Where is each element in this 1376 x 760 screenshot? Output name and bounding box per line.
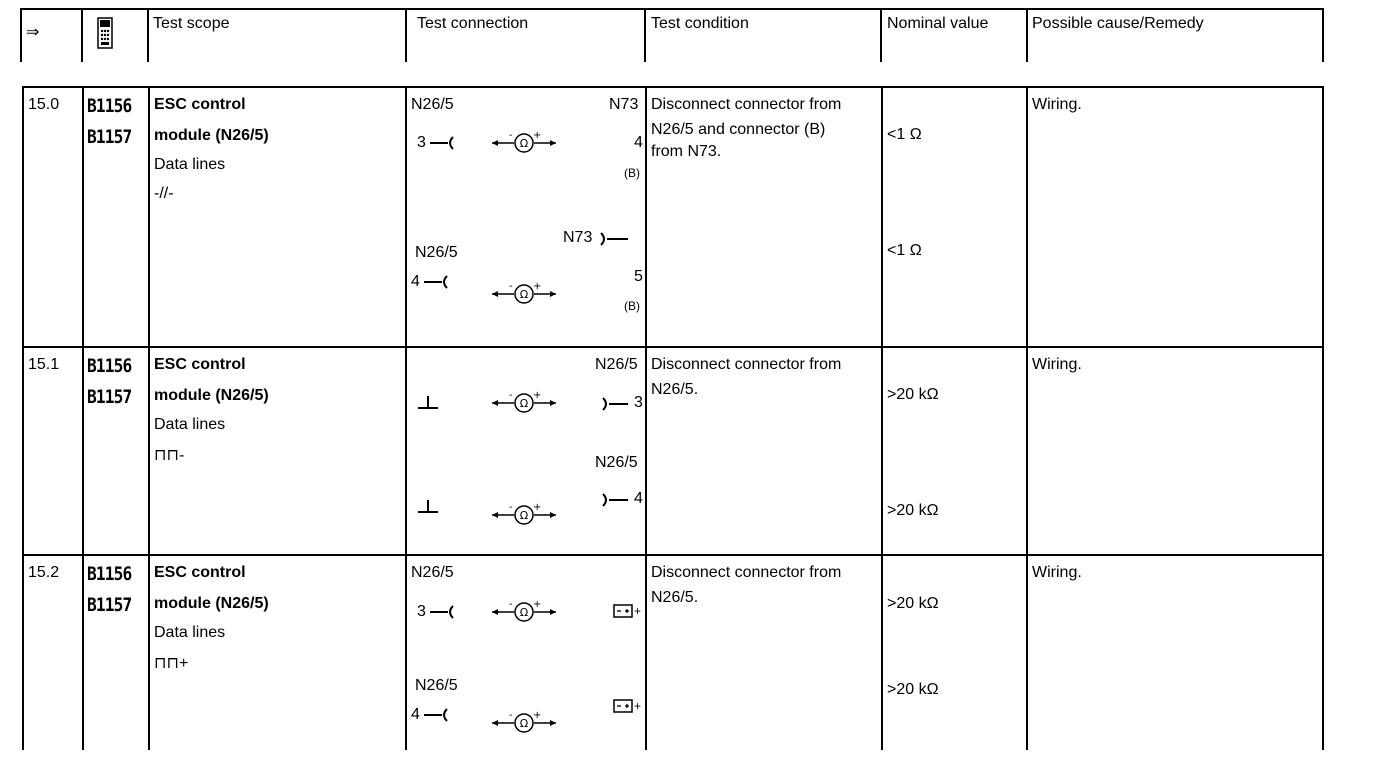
connector-label: N26/5	[411, 96, 454, 113]
fault-code: B1156	[87, 95, 132, 117]
battery-icon	[613, 602, 635, 625]
battery-plus: +	[634, 604, 642, 618]
test-condition: Disconnect connector from	[651, 356, 842, 373]
pin-number: 4	[634, 134, 643, 151]
header-test-scope: Test scope	[153, 15, 230, 32]
plug-icon	[600, 395, 632, 418]
ohmmeter-icon	[490, 282, 560, 306]
scope-title: module (N26/5)	[154, 387, 269, 404]
svg-text:-: -	[509, 131, 513, 141]
nominal-value: <1 Ω	[887, 126, 922, 143]
header-test-connection: Test connection	[417, 15, 529, 32]
header-arrow: ⇒	[26, 24, 40, 41]
connector-label: N26/5	[415, 677, 458, 694]
svg-text:Ω: Ω	[519, 288, 529, 301]
header-test-condition: Test condition	[651, 15, 749, 32]
ohmmeter-icon	[490, 503, 560, 527]
plug-icon	[600, 491, 632, 514]
header-possible-cause: Possible cause/Remedy	[1032, 15, 1204, 32]
svg-text:Ω: Ω	[519, 397, 529, 410]
remedy: Wiring.	[1032, 356, 1082, 373]
scope-title: ESC control	[154, 356, 246, 373]
pin-number: 4	[411, 273, 420, 290]
svg-text:+: +	[533, 600, 542, 610]
header-nominal-value: Nominal value	[887, 15, 989, 32]
socket-icon	[422, 273, 452, 296]
connector-label: N26/5	[411, 564, 454, 581]
connector-tag: (B)	[624, 299, 640, 313]
connector-label: N26/5	[595, 454, 638, 471]
step-number: 15.1	[28, 356, 60, 373]
svg-text:Ω: Ω	[519, 606, 529, 619]
connector-tag: (B)	[624, 166, 640, 180]
pin-number: 3	[634, 394, 643, 411]
svg-text:+: +	[533, 282, 542, 292]
tester-icon	[94, 16, 116, 55]
ground-icon	[416, 394, 440, 417]
test-condition: N26/5 and connector (B)	[651, 121, 826, 138]
scope-title: module (N26/5)	[154, 127, 269, 144]
pin-number: 4	[411, 706, 420, 723]
pin-number: 4	[634, 490, 643, 507]
connector-label: N26/5	[415, 244, 458, 261]
ground-icon	[416, 498, 440, 521]
fault-code: B1157	[87, 126, 132, 148]
step-number: 15.2	[28, 564, 60, 581]
svg-text:-: -	[509, 282, 513, 292]
svg-text:+: +	[533, 131, 542, 141]
test-condition: Disconnect connector from	[651, 564, 842, 581]
fault-code: B1157	[87, 594, 132, 616]
fault-code: B1156	[87, 563, 132, 585]
pin-number: 3	[417, 603, 426, 620]
scope-symbol: ⊓⊓+	[154, 655, 189, 672]
scope-sub: Data lines	[154, 624, 226, 641]
svg-text:+: +	[533, 391, 542, 401]
svg-text:-: -	[509, 711, 513, 721]
test-condition: N26/5.	[651, 589, 699, 606]
svg-text:-: -	[509, 600, 513, 610]
pin-number: 3	[417, 134, 426, 151]
remedy: Wiring.	[1032, 564, 1082, 581]
scope-sub: Data lines	[154, 416, 226, 433]
svg-text:Ω: Ω	[519, 509, 529, 522]
connector-label: N73	[609, 96, 639, 113]
connector-label: N73	[563, 229, 593, 246]
svg-text:-: -	[509, 391, 513, 401]
nominal-value: >20 kΩ	[887, 681, 939, 698]
svg-text:-: -	[509, 503, 513, 513]
scope-title: ESC control	[154, 96, 246, 113]
nominal-value: >20 kΩ	[887, 595, 939, 612]
nominal-value: <1 Ω	[887, 242, 922, 259]
ohmmeter-icon	[490, 600, 560, 624]
nominal-value: >20 kΩ	[887, 502, 939, 519]
socket-icon	[422, 706, 452, 729]
svg-text:Ω: Ω	[519, 137, 529, 150]
test-condition: Disconnect connector from	[651, 96, 842, 113]
test-condition: N26/5.	[651, 381, 699, 398]
fault-code: B1157	[87, 386, 132, 408]
scope-symbol: ⊓⊓-	[154, 447, 185, 464]
connector-label: N26/5	[595, 356, 638, 373]
svg-text:Ω: Ω	[519, 717, 529, 730]
test-condition: from N73.	[651, 143, 722, 160]
svg-text:+: +	[533, 503, 542, 513]
nominal-value: >20 kΩ	[887, 386, 939, 403]
ohmmeter-icon	[490, 131, 560, 155]
plug-icon	[598, 230, 630, 253]
ohmmeter-icon	[490, 391, 560, 415]
svg-text:+: +	[533, 711, 542, 721]
remedy: Wiring.	[1032, 96, 1082, 113]
pin-number: 5	[634, 268, 643, 285]
step-number: 15.0	[28, 96, 60, 113]
scope-symbol: -//-	[154, 185, 174, 202]
scope-sub: Data lines	[154, 156, 226, 173]
battery-plus: +	[634, 699, 642, 713]
socket-icon	[428, 603, 458, 626]
ohmmeter-icon	[490, 711, 560, 735]
scope-title: module (N26/5)	[154, 595, 269, 612]
scope-title: ESC control	[154, 564, 246, 581]
fault-code: B1156	[87, 355, 132, 377]
battery-icon	[613, 697, 635, 720]
socket-icon	[428, 134, 458, 157]
